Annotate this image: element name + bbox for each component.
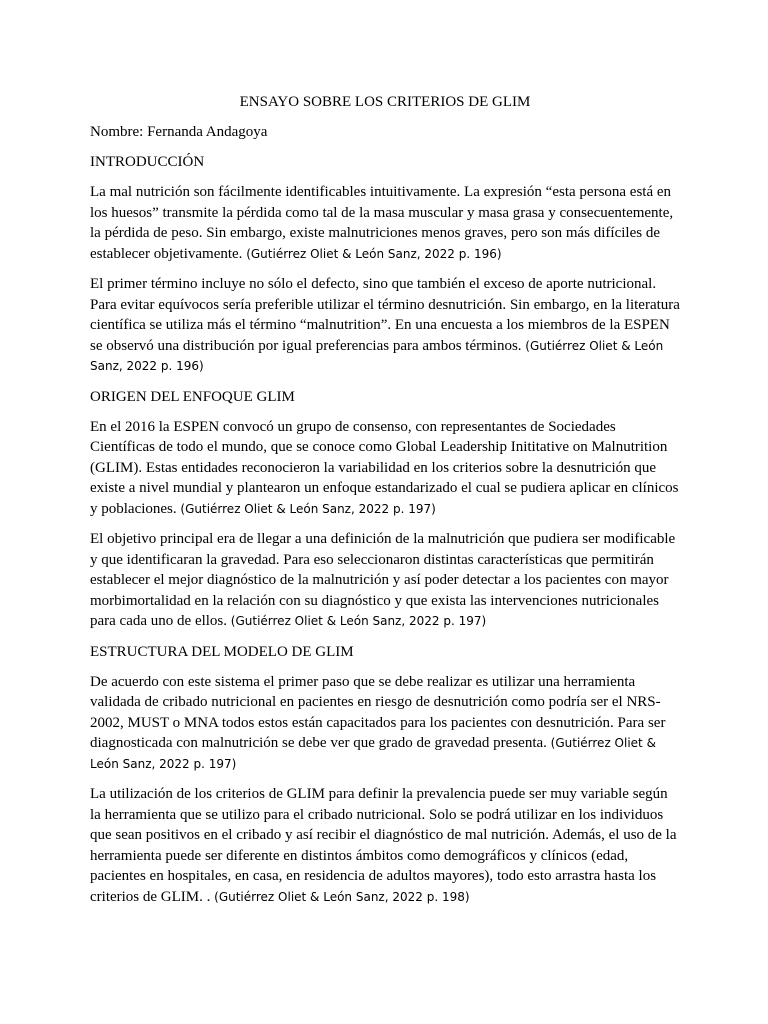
citation: (Gutiérrez Oliet & León Sanz, 2022 p. 198) bbox=[214, 889, 470, 904]
paragraph-6-text: La utilización de los criterios de GLIM para definir la prevalencia puede ser muy variable según la herramienta que se utilizo para el cribado nutricional. Solo se podrá utilizar en los individuos que sean positivos en el cribado y así recibir el diagnóstico de mal nutrición. Además, el uso de la herramienta puede ser diferente en distintos ámbitos como demográficos y clínicos bbox=[90, 786, 677, 864]
citation: (Gutiérrez Oliet & León Sanz, 2022 p. 197) bbox=[230, 614, 487, 628]
paragraph-6-text-end: todo esto arrastra hasta los criterios de GLIM. . bbox=[90, 868, 657, 905]
paragraph-5 bbox=[90, 672, 680, 775]
document-title: ENSAYO SOBRE LOS CRITERIOS DE GLIM bbox=[239, 94, 531, 110]
citation: (Gutiérrez Oliet & León Sanz, 2022 p. 197) bbox=[90, 736, 656, 771]
citation: (Gutiérrez Oliet & León Sanz, 2022 p. 196) bbox=[246, 246, 502, 261]
paragraph-2-text: El primer término incluye no sólo el defecto, sino que también el exceso de aporte nutricional. Para evitar equívocos sería preferible utilizar el término desnutrición. Sin embargo, en la literatura científica se utiliza más el término “malnutrition”. En una encuesta a los miembros de la ESPEN se observó una distribución por igual preferencias para ambos términos. bbox=[90, 276, 680, 354]
paragraph-5-text: De acuerdo con este sistema el primer paso que se debe realizar es utilizar una herramienta validada de cribado nutricional en pacientes en riesgo de desnutrición como podría ser el NRS-2002, MUST o MNA todos estos están capacitados para los pacientes con desnutrición. Para ser diagnosticada con malnutrición se debe ver que grado de gravedad presenta. bbox=[90, 673, 666, 751]
citation: (Gutiérrez Oliet & León Sanz, 2022 p. 197) bbox=[180, 501, 436, 516]
paragraph-4-text: El objetivo principal era de llegar a una definición de la malnutrición que pudiera ser modificable y que identificaran la gravedad. Para eso seleccionaron distintas características que permitirán establecer el mejor diagnóstico de la malnutrición y así poder detectar a los pacientes con mayor morbimortalidad en la relación con su diagnóstico y que exista las intervenciones nutricionales para cada uno de ellos. bbox=[90, 531, 676, 629]
document-page bbox=[90, 92, 680, 917]
paragraph-4 bbox=[90, 529, 680, 632]
paragraph-3-text: En el 2016 la ESPEN convocó un grupo de consenso, con representantes de Sociedades Científicas de todo el mundo, que se conoce como Global Leadership Inititative on Malnutrition (GLIM). Estas entidades reconocieron la variabilidad en los criterios sobre la desnutrición que existe a nivel mundial y plantearon un enfoque estandarizado el cual se pudiera aplicar en clínicos y poblaciones. bbox=[90, 418, 679, 517]
paragraph-1 bbox=[90, 182, 680, 264]
section-heading-origin: ORIGEN DEL ENFOQUE GLIM bbox=[90, 388, 295, 405]
author-name: Nombre: Fernanda Andagoya bbox=[90, 124, 268, 140]
section-heading-structure: ESTRUCTURA DEL MODELO DE GLIM bbox=[90, 643, 354, 660]
paragraph-3 bbox=[90, 417, 680, 520]
citation: (Gutiérrez Oliet & León Sanz, 2022 p. 196) bbox=[90, 338, 664, 373]
paragraph-6-parenthetical: (edad, pacientes en hospitales, en casa, en residencia de adultos mayores), bbox=[90, 847, 629, 884]
section-heading-introduction: INTRODUCCIÓN bbox=[90, 154, 205, 170]
paragraph-2 bbox=[90, 274, 680, 377]
paragraph-6 bbox=[90, 784, 680, 907]
paragraph-1-text: La mal nutrición son fácilmente identificables intuitivamente. La expresión “esta persona está en los huesos” transmite la pérdida como tal de la masa muscular y masa grasa y consecuentemente, la pérdida de peso. Sin embargo, existe malnutriciones menos graves, pero son más difíciles de establecer objetivamente. bbox=[90, 184, 674, 262]
